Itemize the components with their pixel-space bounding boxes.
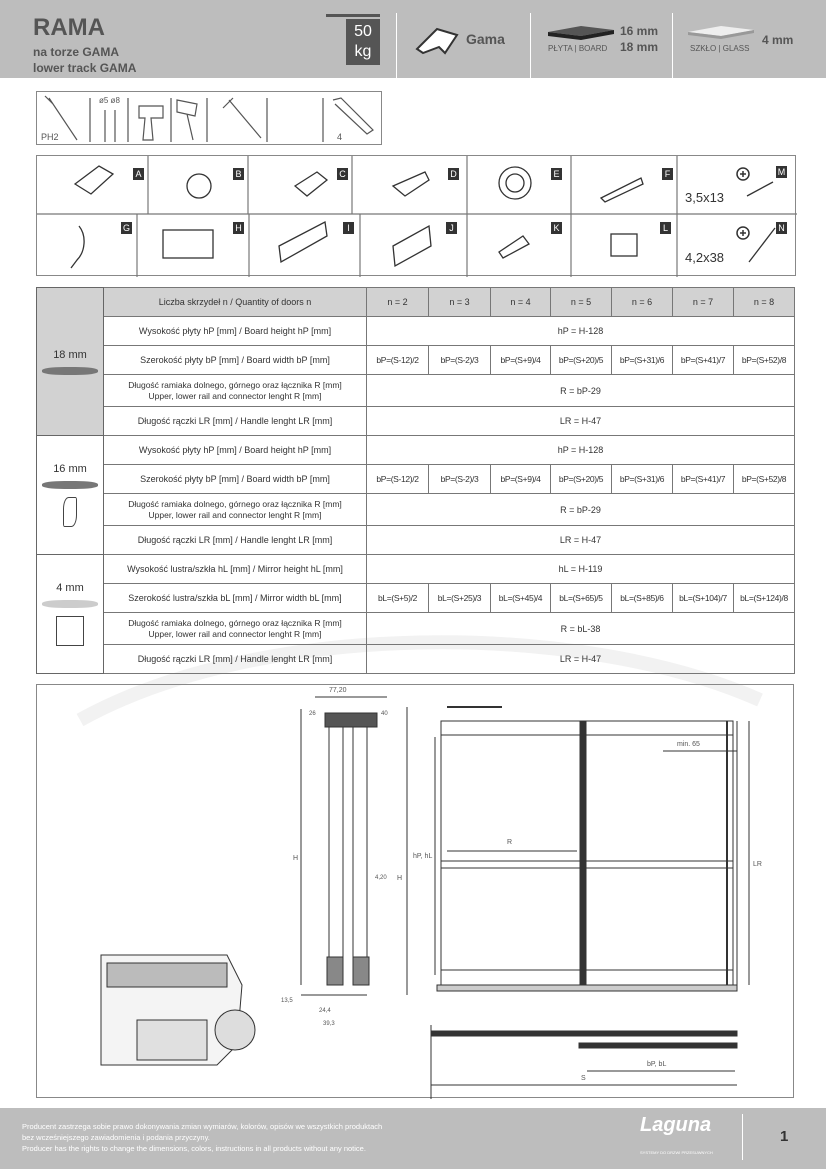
board-icon xyxy=(42,481,98,489)
product-title: RAMA xyxy=(33,14,105,41)
formula-cell: bP=(S+41)/7 xyxy=(673,465,734,494)
brand-tagline: SYSTEMY DO DRZWI PRZESUWNYCH xyxy=(640,1150,713,1155)
board-thickness-18: 18 mm xyxy=(620,40,659,54)
group-cell xyxy=(37,436,104,555)
formula-cell: bL=(S+124)/8 xyxy=(734,584,795,613)
row-label-pl: Długość rączki LR [mm] / Handle lenght LR [mm] xyxy=(137,416,333,426)
glass-icon xyxy=(42,600,98,608)
part-letter: E xyxy=(551,168,562,180)
dim-min-65: min. 65 xyxy=(677,741,700,748)
header-band xyxy=(0,0,826,78)
track-name: Gama xyxy=(466,31,505,47)
subtitle-en: lower track GAMA xyxy=(33,61,137,75)
part-letter: G xyxy=(122,223,130,233)
row-label-pl: Szerokość płyty bP [mm] / Board width bP [mm] xyxy=(140,355,330,365)
board-icon xyxy=(546,24,616,40)
brand-logo: Laguna xyxy=(640,1114,712,1136)
tools-drawing xyxy=(37,92,383,146)
part-d-icon xyxy=(393,172,429,196)
part-letter: L xyxy=(660,222,671,234)
dim-h-front: H xyxy=(397,875,403,882)
table-row xyxy=(37,317,795,346)
load-badge xyxy=(346,19,380,65)
row-label-pl: Szerokość lustra/szkła bL [mm] / Mirror width bL [mm] xyxy=(128,593,342,603)
group-cell xyxy=(37,555,104,674)
dim-39-3: 39,3 xyxy=(323,1021,335,1027)
formula-cell: bL=(S+65)/5 xyxy=(551,584,612,613)
part-letter: F xyxy=(662,168,673,180)
formula-cell: R = bP-29 xyxy=(367,375,795,407)
footer xyxy=(0,1108,826,1169)
hammer-icon xyxy=(177,100,197,140)
phillips-icon xyxy=(737,168,749,239)
formula-cell: bP=(S+20)/5 xyxy=(551,465,612,494)
tools-box xyxy=(36,91,382,145)
formula-cell: LR = H-47 xyxy=(367,645,795,674)
hex-key-icon xyxy=(333,98,373,134)
row-label-en: Upper, lower rail and connector lenght R [mm] xyxy=(148,390,322,401)
table-row xyxy=(37,555,795,584)
formula-cell: bL=(S+45)/4 xyxy=(491,584,551,613)
row-label-pl: Długość ramiaka dolnego, górnego oraz łącznika R [mm] xyxy=(128,617,342,628)
group-thickness: 4 mm xyxy=(56,582,84,594)
n-header: n = 7 xyxy=(673,288,734,317)
n-header: n = 3 xyxy=(429,288,491,317)
load-unit: kg xyxy=(354,43,372,60)
formula-cell: hL = H-119 xyxy=(367,555,795,584)
table-row xyxy=(37,407,795,436)
hex-key-size: 4 xyxy=(337,132,343,142)
parts-drawing xyxy=(37,156,797,277)
disclaimer-line-3: Producer has the rights to change the dimensions, colors, instructions in all products without any notice. xyxy=(22,1144,366,1153)
row-label-pl: Wysokość płyty hP [mm] / Board height hP [mm] xyxy=(138,326,332,336)
part-c-icon xyxy=(295,172,327,196)
part-i-icon xyxy=(279,222,327,262)
row-label-pl: Wysokość lustra/szkła hL [mm] / Mirror height hL [mm] xyxy=(127,564,343,574)
drill-icon xyxy=(139,106,163,140)
divider xyxy=(396,13,397,78)
formula-cell: bP=(S-12)/2 xyxy=(367,346,429,375)
dim-s: S xyxy=(581,1075,586,1082)
screw-n-size: 4,2x38 xyxy=(685,250,725,265)
disclaimer-line-2: bez wcześniejszego zawiadomienia i podania przyczyny. xyxy=(22,1133,210,1142)
screw-m-icon xyxy=(747,182,773,196)
formula-cell: R = bL-38 xyxy=(367,613,795,645)
table-header-row xyxy=(37,288,795,317)
row-label xyxy=(104,346,367,375)
divider xyxy=(742,1114,743,1160)
formula-cell: R = bP-29 xyxy=(367,494,795,526)
row-label-pl: Długość ramiaka dolnego, górnego oraz łącznika R [mm] xyxy=(128,379,342,390)
page-number: 1 xyxy=(780,1128,789,1145)
formula-cell: bL=(S+25)/3 xyxy=(429,584,491,613)
board-icon xyxy=(42,367,98,375)
table-row xyxy=(37,584,795,613)
formula-cell: bP=(S+9)/4 xyxy=(491,346,551,375)
n-header: n = 2 xyxy=(367,288,429,317)
table-row xyxy=(37,436,795,465)
n-header: n = 5 xyxy=(551,288,612,317)
load-value: 50 xyxy=(354,23,372,40)
formula-cell: bP=(S+41)/7 xyxy=(673,346,734,375)
row-label xyxy=(104,494,367,526)
table-row xyxy=(37,465,795,494)
formula-cell: bP=(S+52)/8 xyxy=(734,465,795,494)
row-label-en: Upper, lower rail and connector lenght R [mm] xyxy=(148,628,322,639)
group-thickness: 16 mm xyxy=(53,463,87,475)
part-letter: K xyxy=(551,222,562,234)
formula-cell: bP=(S-12)/2 xyxy=(367,465,429,494)
glass-label: SZKŁO | GLASS xyxy=(690,44,750,53)
formula-cell: bP=(S+9)/4 xyxy=(491,465,551,494)
formula-cell: bP=(S+31)/6 xyxy=(612,346,673,375)
formula-cell: hP = H-128 xyxy=(367,436,795,465)
board-thickness-16: 16 mm xyxy=(620,24,659,38)
row-label xyxy=(104,465,367,494)
formula-cell: bL=(S+104)/7 xyxy=(673,584,734,613)
row-label-pl: Wysokość płyty hP [mm] / Board height hP [mm] xyxy=(138,445,332,455)
table-row xyxy=(37,375,795,407)
part-letter: B xyxy=(233,168,244,180)
group-thickness: 18 mm xyxy=(53,348,87,361)
load-bar xyxy=(326,14,380,17)
formula-cell: LR = H-47 xyxy=(367,407,795,436)
row-label-pl: Długość rączki LR [mm] / Handle lenght LR [mm] xyxy=(137,535,333,545)
row-label xyxy=(104,584,367,613)
dim-width: 77,20 xyxy=(329,687,347,694)
n-header: n = 4 xyxy=(491,288,551,317)
part-letter: J xyxy=(446,222,457,234)
formula-cell: bP=(S-2)/3 xyxy=(429,465,491,494)
part-letter: A xyxy=(133,168,144,180)
dim-13-5: 13,5 xyxy=(281,998,293,1004)
dim-24-4: 24,4 xyxy=(319,1008,331,1014)
row-label xyxy=(104,526,367,555)
n-header: n = 8 xyxy=(734,288,795,317)
formula-cell: bP=(S+52)/8 xyxy=(734,346,795,375)
table-row xyxy=(37,346,795,375)
part-g-icon xyxy=(71,226,84,268)
divider xyxy=(530,13,531,78)
header-label: Liczba skrzydeł n / Quantity of doors n xyxy=(104,288,367,317)
disclaimer-line-1: Producent zastrzega sobie prawo dokonywania zmian wymiarów, kolorów, opisów we wszystkich produktach xyxy=(22,1122,383,1131)
dim-40: 40 xyxy=(381,711,388,717)
part-letter: M xyxy=(777,167,786,177)
part-f-icon xyxy=(601,178,643,202)
formula-cell: hP = H-128 xyxy=(367,317,795,346)
formula-cell: bP=(S-2)/3 xyxy=(429,346,491,375)
handle-profile-icon xyxy=(63,497,77,527)
n-header: n = 6 xyxy=(612,288,673,317)
drill-bit-sizes: ø5 ø8 xyxy=(99,96,120,105)
formula-cell: bL=(S+5)/2 xyxy=(367,584,429,613)
part-a-icon xyxy=(75,166,113,194)
table-row xyxy=(37,526,795,555)
connector-icon xyxy=(56,616,84,646)
screwdriver-size: PH2 xyxy=(41,132,59,142)
row-label xyxy=(104,375,367,407)
row-label xyxy=(104,555,367,584)
row-label xyxy=(104,317,367,346)
screw-n-icon xyxy=(749,228,775,262)
row-label xyxy=(104,645,367,674)
table-row xyxy=(37,613,795,645)
row-label-pl: Szerokość płyty bP [mm] / Board width bP [mm] xyxy=(140,474,330,484)
dim-lr: LR xyxy=(753,861,762,868)
row-label-en: Upper, lower rail and connector lenght R [mm] xyxy=(148,509,322,520)
part-letter: H xyxy=(233,222,244,234)
row-label xyxy=(104,407,367,436)
dim-bp-bl: bP, bL xyxy=(647,1061,667,1068)
part-k-icon xyxy=(499,236,529,258)
table-row xyxy=(37,645,795,674)
glass-thickness: 4 mm xyxy=(762,33,794,47)
dim-r: R xyxy=(507,839,513,846)
dim-420: 4,20 xyxy=(375,875,387,881)
row-label-pl: Długość rączki LR [mm] / Handle lenght LR [mm] xyxy=(137,654,333,664)
silicone-gun-icon xyxy=(223,98,261,138)
part-letter: I xyxy=(343,222,354,234)
dim-hp-hl: hP, hL xyxy=(413,853,433,860)
row-label-pl: Długość ramiaka dolnego, górnego oraz łącznika R [mm] xyxy=(128,498,342,509)
subtitle-pl: na torze GAMA xyxy=(33,45,120,59)
part-h-icon xyxy=(163,230,213,258)
part-j-icon xyxy=(393,226,431,266)
row-label xyxy=(104,613,367,645)
screw-m-size: 3,5x13 xyxy=(685,190,725,205)
formula-cell: bP=(S+20)/5 xyxy=(551,346,612,375)
glass-icon xyxy=(686,24,756,40)
dim-h-side: H xyxy=(293,855,299,862)
part-letter: N xyxy=(776,222,787,234)
formula-cell: bL=(S+85)/6 xyxy=(612,584,673,613)
formula-cell: bP=(S+31)/6 xyxy=(612,465,673,494)
part-b-icon xyxy=(187,174,211,198)
part-letter: C xyxy=(337,168,348,180)
drill-bits-icon xyxy=(105,110,115,142)
formula-cell: LR = H-47 xyxy=(367,526,795,555)
dimensions-table xyxy=(36,287,795,674)
group-cell xyxy=(37,288,104,436)
table-row xyxy=(37,494,795,526)
parts-grid xyxy=(36,155,796,276)
track-profile-icon xyxy=(415,25,460,57)
technical-drawing xyxy=(36,684,794,1098)
dim-26: 26 xyxy=(309,711,316,717)
board-label: PŁYTA | BOARD xyxy=(548,44,608,53)
row-label xyxy=(104,436,367,465)
part-letter: D xyxy=(448,168,459,180)
part-l-icon xyxy=(611,234,637,256)
divider xyxy=(672,13,673,78)
